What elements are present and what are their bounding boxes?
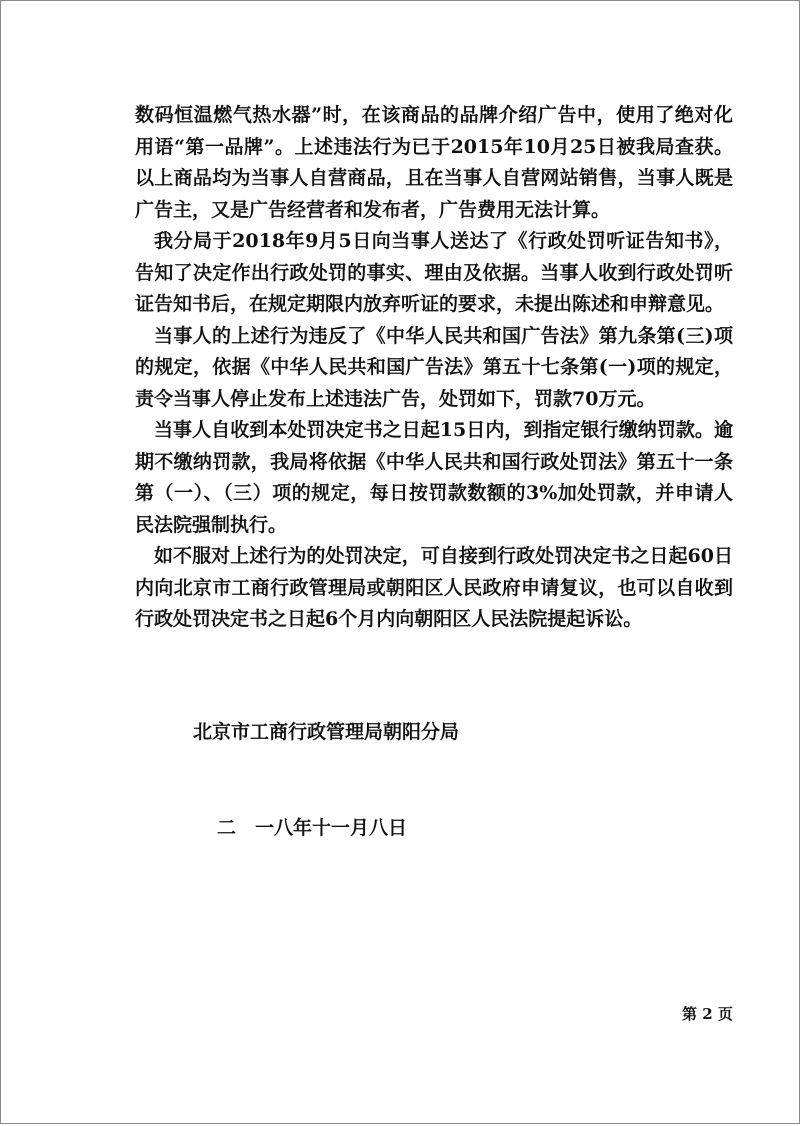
page-number: 第 2 页 (682, 1005, 733, 1023)
issuing-authority: 北京市工商行政管理局朝阳分局 (193, 721, 460, 743)
document-body (135, 100, 733, 636)
paragraph-case-facts-continued: 数码恒温燃气热水器”时，在该商品的品牌介绍广告中，使用了绝对化用语“第一品牌”。上述违法行为已于2015年10月25日被我局查获。以上商品均为当事人自营商品，且在当事人自营网站销售，当事人既是广告主，又是广告经营者和发布者，广告费用无法计算。 (135, 104, 733, 221)
paragraph-legal-basis: 当事人的上述行为违反了《中华人民共和国广告法》第九条第(三)项的规定，依据《中华人民共和国广告法》第五十七条第(一)项的规定，责令当事人停止发布上述违法广告，处罚如下，罚款70万元。 (135, 324, 733, 410)
paragraph-hearing-notice: 我分局于2018年9月5日向当事人送达了《行政处罚听证告知书》，告知了决定作出行政处罚的事实、理由及依据。当事人收到行政处罚听证告知书后，在规定期限内放弃听证的要求，未提出陈述和申辩意见。 (135, 230, 733, 315)
paragraph-appeal-rights: 如不服对上述行为的处罚决定，可自接到行政处罚决定书之日起60日内向北京市工商行政管理局或朝阳区人民政府申请复议，也可以自收到行政处罚决定书之日起6个月内向朝阳区人民法院提起诉讼。 (135, 545, 733, 630)
paragraph-payment-terms: 当事人自收到本处罚决定书之日起15日内，到指定银行缴纳罚款。逾期不缴纳罚款，我局将依据《中华人民共和国行政处罚法》第五十一条第（一）、（三）项的规定，每日按罚款数额的3%加处罚款，并申请人民法院强制执行。 (135, 419, 733, 536)
issue-date: 二 一八年十一月八日 (217, 817, 408, 839)
